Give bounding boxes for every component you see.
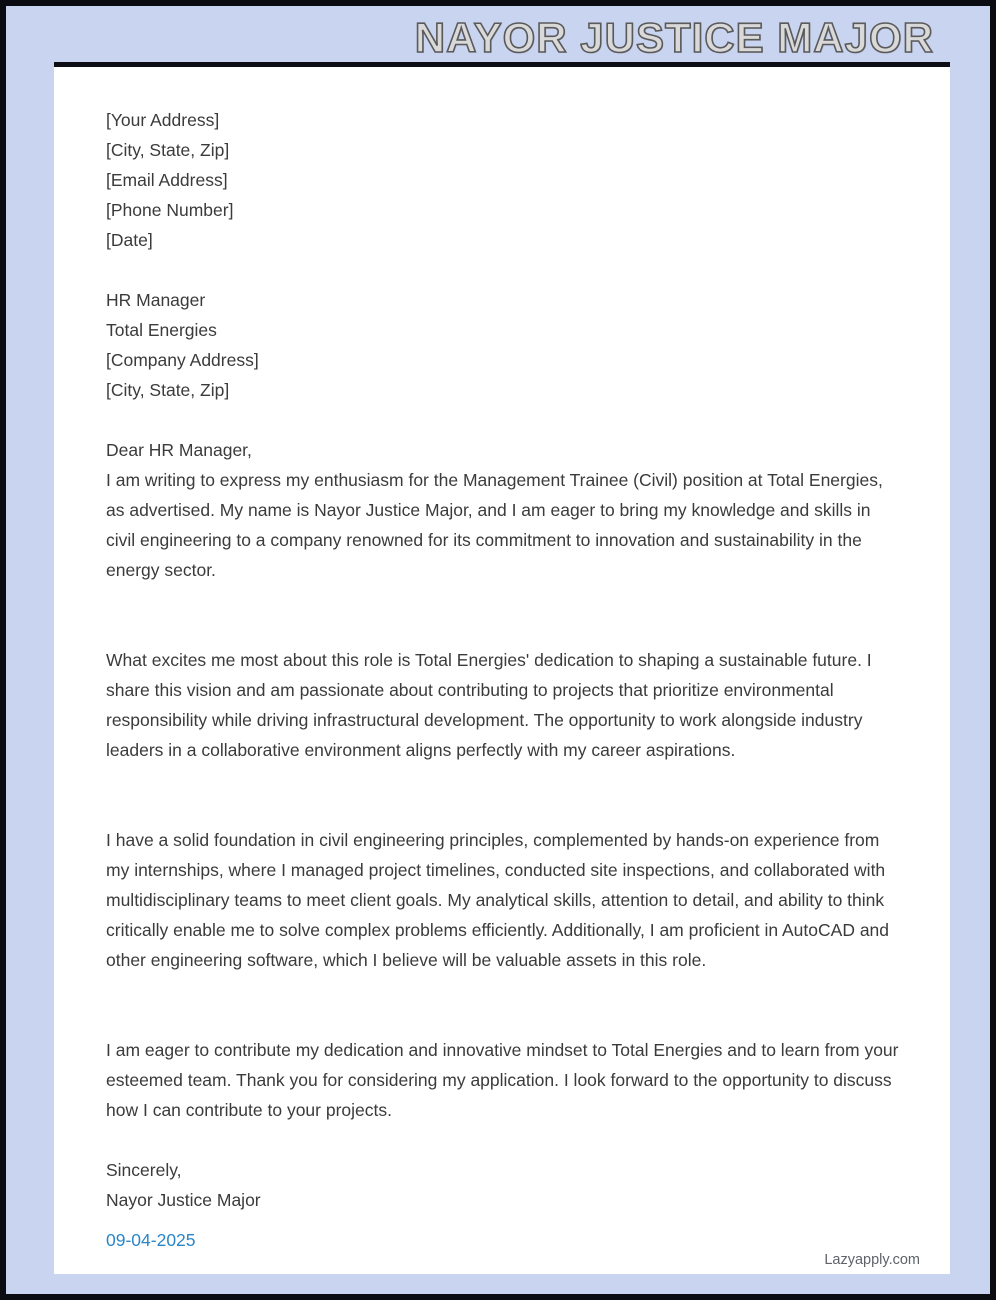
letter-paragraph: I have a solid foundation in civil engineering principles, complemented by hands-on experience from my internships, where I managed project timelines, conducted site inspections, and collaborated with multidisciplinary teams to meet client goals. My analytical skills, attention to detail, and ability to think critically enable me to solve complex problems efficiently. Additionally, I am proficient in AutoCAD and other engineering software, which I believe will be valuable assets in this role. [106, 830, 890, 970]
sender-address-line: [Date] [106, 230, 153, 250]
recipient-line: [City, State, Zip] [106, 380, 230, 400]
lazyapply-watermark: Lazyapply.com [824, 1252, 920, 1268]
letter-date[interactable]: 09-04-2025 [106, 1230, 196, 1250]
closing-block [106, 1155, 902, 1215]
candidate-name-header: NAYOR JUSTICE MAJOR [414, 14, 934, 61]
recipient-line: Total Energies [106, 320, 217, 340]
closing-text: Sincerely, [106, 1160, 182, 1180]
sender-address-block [106, 105, 902, 255]
letter-paragraph: I am eager to contribute my dedication and innovative mindset to Total Energies and to learn from your esteemed team. Thank you for considering my application. I look forward to the opportunity to discuss how I can contribute to your projects. [106, 1040, 899, 1120]
sender-address-line: [City, State, Zip] [106, 140, 230, 160]
signature-name: Nayor Justice Major [106, 1190, 261, 1210]
recipient-address-block [106, 285, 902, 405]
sender-address-line: [Phone Number] [106, 200, 234, 220]
letter-paragraph: I am writing to express my enthusiasm for the Management Trainee (Civil) position at Total Energies, as advertised. My name is Nayor Justice Major, and I am eager to bring my knowledge and skills in civil engineering to a company renowned for its commitment to innovation and sustainability in the energy sector. [106, 470, 883, 580]
recipient-line: [Company Address] [106, 350, 259, 370]
salutation: Dear HR Manager, [106, 440, 252, 460]
letter-page [54, 62, 950, 1274]
sender-address-line: [Email Address] [106, 170, 228, 190]
letter-content [54, 67, 950, 1275]
sender-address-line: [Your Address] [106, 110, 220, 130]
recipient-line: HR Manager [106, 290, 206, 310]
letter-paragraph: What excites me most about this role is Total Energies' dedication to shaping a sustainable future. I share this vision and am passionate about contributing to projects that prioritize environmental responsibility while driving infrastructural development. The opportunity to work alongside industry leaders in a collaborative environment aligns perfectly with my career aspirations. [106, 650, 872, 760]
